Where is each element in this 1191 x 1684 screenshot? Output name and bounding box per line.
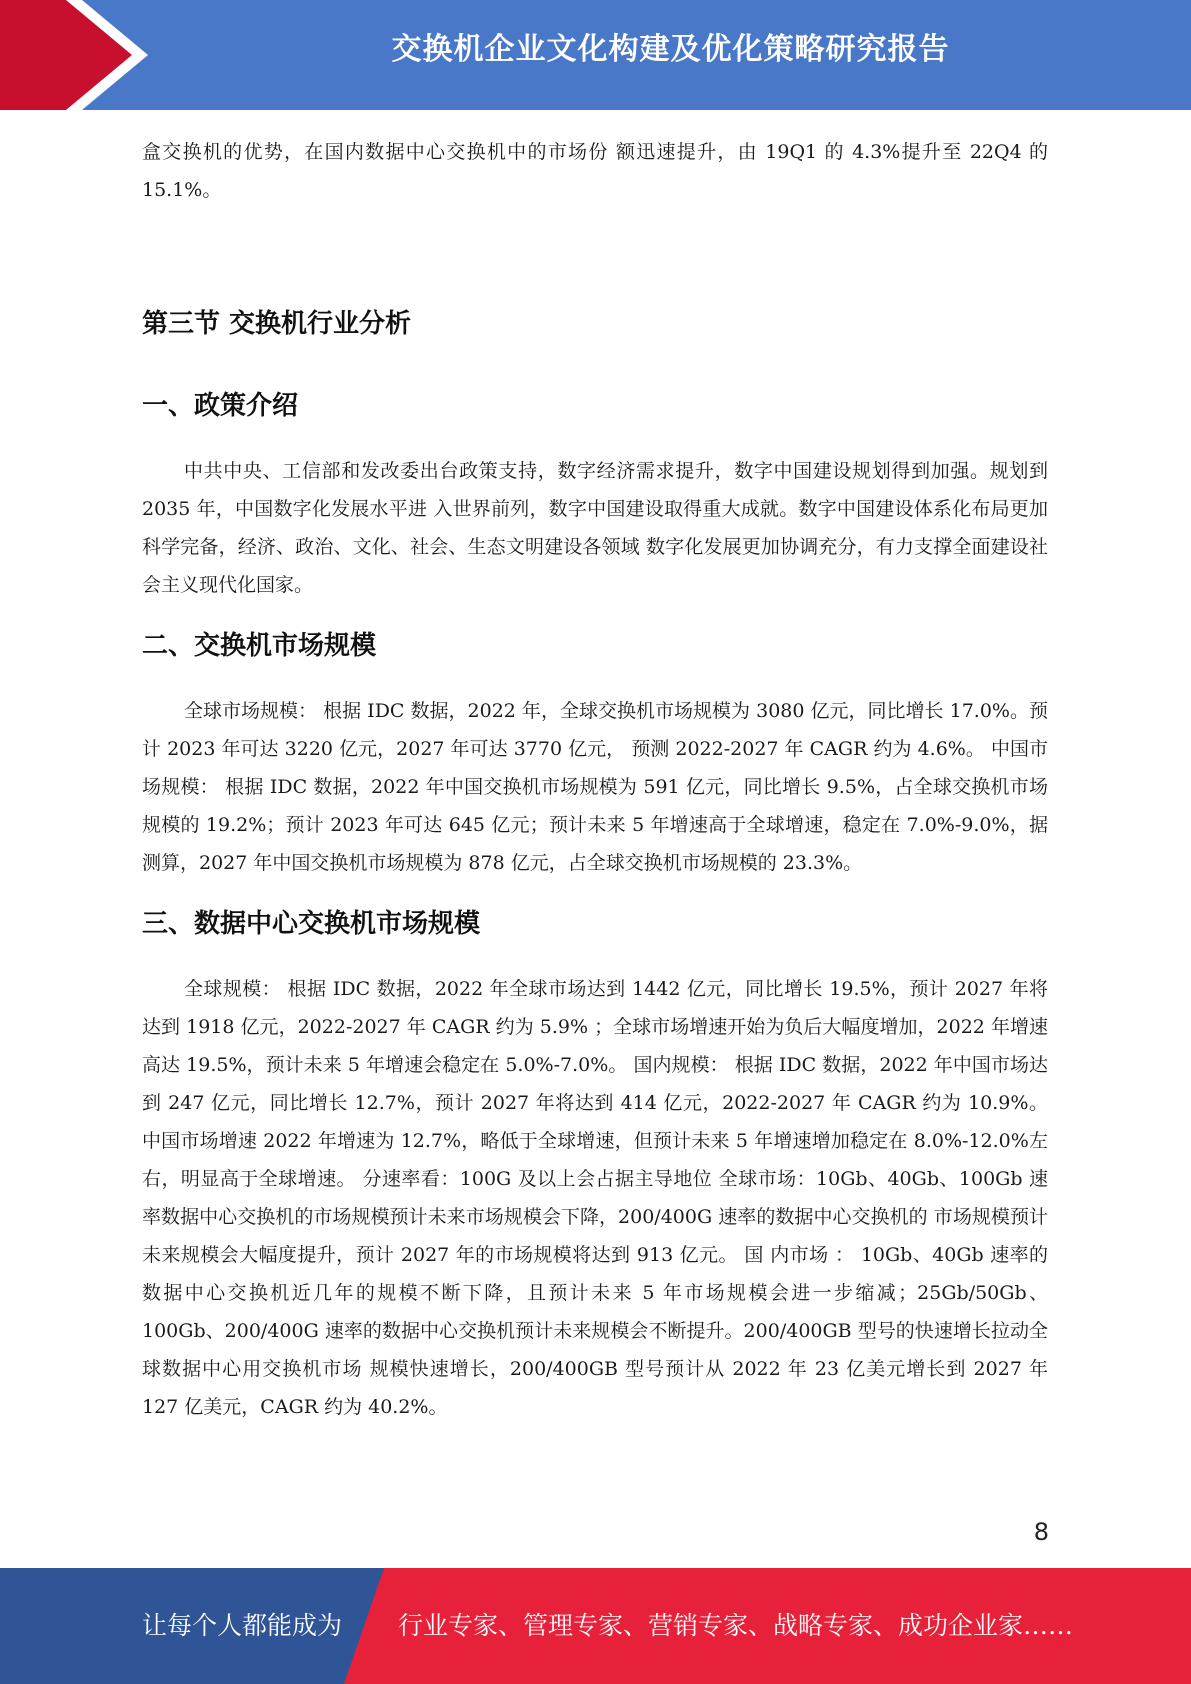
chapter-title: 第三节 交换机行业分析 <box>142 309 412 339</box>
section-text-market-size: 全球市场规模： 根据 IDC 数据，2022 年，全球交换机市场规模为 3080 亿元，同比增长 17.0%。预计 2023 年可达 3220 亿元，2027 年可达 3770 亿元， 预测 2022-2027 年 CAGR 约为 4.6%。 中国市场规模： 根据 IDC 数据，2022 年中国交换机市场规模为 591 亿元，同比增长 9.5%，占全球交换机市场规模的 19.2%；预计 2023 年可达 645 亿元；预计未来 5 年增速高于全球增速，稳定在 7.0%-9.0%，据测算，2027 年中国交换机市场规模为 878 亿元，占全球交换机市场规模的 23.3%。 <box>142 700 1048 874</box>
header-chevron-icon <box>0 0 160 110</box>
page-header <box>0 0 1191 110</box>
section-text-policy: 中共中央、工信部和发改委出台政策支持，数字经济需求提升，数字中国建设规划得到加强。规划到 2035 年，中国数字化发展水平进 入世界前列，数字中国建设取得重大成就。数字中国建设体系化布局更加科学完备，经济、政治、文化、社会、生态文明建设各领域 数字化发展更加协调充分，有力支撑全面建设社会主义现代化国家。 <box>142 460 1048 596</box>
footer-slogan-right: 行业专家、管理专家、营销专家、战略专家、成功企业家…… <box>398 1611 1074 1640</box>
footer-slogan-left: 让每个人都能成为 <box>142 1611 343 1640</box>
section-title-policy: 一、政策介绍 <box>142 391 299 421</box>
section-title-datacenter: 三、数据中心交换机市场规模 <box>142 909 481 939</box>
intro-paragraph: 盒交换机的优势，在国内数据中心交换机中的市场份 额迅速提升，由 19Q1 的 4.3%提升至 22Q4 的 15.1%。 <box>142 141 1048 201</box>
section-title-market-size: 二、交换机市场规模 <box>142 631 377 661</box>
page-content <box>142 133 1048 1426</box>
header-title: 交换机企业文化构建及优化策略研究报告 <box>391 32 950 67</box>
page-footer <box>0 1568 1191 1684</box>
section-text-datacenter: 全球规模： 根据 IDC 数据，2022 年全球市场达到 1442 亿元，同比增长 19.5%，预计 2027 年将达到 1918 亿元，2022-2027 年 CAGR 约为 5.9% ；全球市场增速开始为负后大幅度增加，2022 年增速高达 19.5%，预计未来 5 年增速会稳定在 5.0%-7.0%。 国内规模： 根据 IDC 数据，2022 年中国市场达到 247 亿元，同比增长 12.7%，预计 2027 年将达到 414 亿元，2022-2027 年 CAGR 约为 10.9%。 中国市场增速 2022 年增速为 12.7%，略低于全球增速，但预计未来 5 年增速增加稳定在 8.0%-12.0%左右，明显高于全球增速。 分速率看：100G 及以上会占据主导地位 全球市场：10Gb、40Gb、100Gb 速率数据中心交换机的市场规模预计未来市场规模会下降，200/400G 速率的数据中心交换机的 市场规模预计未来规模会大幅度提升，预计 2027 年的市场规模将达到 913 亿元。 国 内市场 ： 10Gb、40Gb 速率的数据中心交换机近几年的规模不断下降，且预计未来 5 年市场规模会进一步缩减；25Gb/50Gb、 100Gb、200/400G 速率的数据中心交换机预计未来规模会不断提升。200/400GB 型号的快速增长拉动全球数据中心用交换机市场 规模快速增长，200/400GB 型号预计从 2022 年 23 亿美元增长到 2027 年 127 亿美元，CAGR 约为 40.2%。 <box>142 978 1048 1418</box>
page-number: 8 <box>1033 1518 1049 1546</box>
